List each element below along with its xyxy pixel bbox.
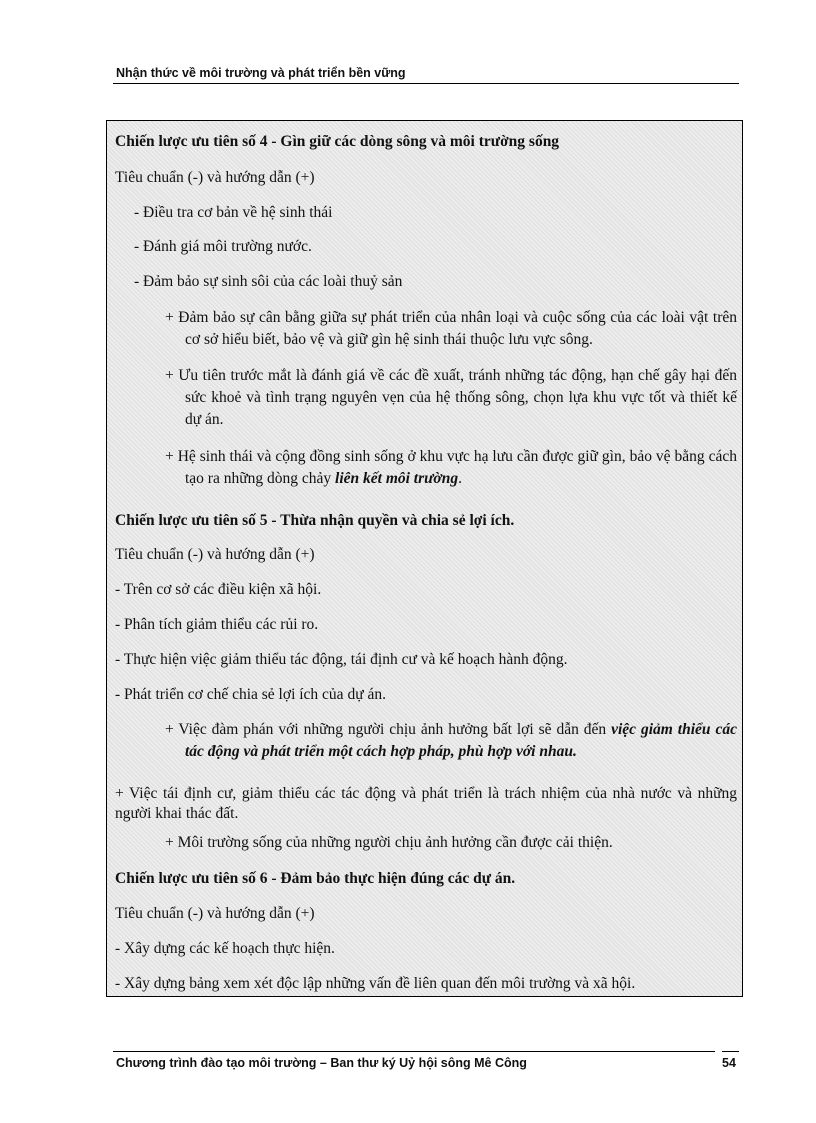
strategy-5-plus-3: + Môi trường sống của những người chịu ảnh hưởng cần được cải thiện. (165, 834, 613, 851)
footer-page-divider (722, 1051, 739, 1052)
strategy-5-item: - Phát triển cơ chế chia sẻ lợi ích của dự án. (115, 686, 386, 703)
strategy-4-plus-1: + Đảm bảo sự cân bằng giữa sự phát triển của nhân loại và cuộc sống của các loài vật trên cơ sở hiểu biết, bảo vệ và giữ gìn hệ sinh thái thuộc lưu vực sông. (165, 309, 737, 348)
strategy-box (106, 120, 743, 997)
strategy-4-item: - Đảm bảo sự sinh sôi của các loài thuỷ sản (134, 273, 403, 290)
strategy-5-heading: Chiến lược ưu tiên số 5 - Thừa nhận quyền và chia sẻ lợi ích. (115, 512, 515, 529)
strategy-4-item: - Đánh giá môi trường nước. (134, 238, 312, 255)
strategy-5-item: - Thực hiện việc giảm thiểu tác động, tái định cư và kế hoạch hành động. (115, 651, 568, 668)
page-number: 54 (722, 1056, 736, 1070)
strategy-4-plus-2: + Ưu tiên trước mắt là đánh giá về các đề xuất, tránh những tác động, hạn chế gây hại đến sức khoẻ và tình trạng nguyên vẹn của hệ thống sông, chọn lựa khu vực tốt và thiết kế dự án. (165, 367, 737, 428)
strategy-6-item: - Xây dựng bảng xem xét độc lập những vấn đề liên quan đến môi trường và xã hội. (115, 975, 636, 992)
strategy-5-plus-2: + Việc tái định cư, giảm thiểu các tác động và phát triển là trách nhiệm của nhà nước và những người khai thác đất. (115, 785, 737, 822)
strategy-5-plus-1: + Việc đàm phán với những người chịu ảnh hưởng bất lợi sẽ dẫn đến việc giảm thiểu các tác động và phát triển một cách hợp pháp, phù hợp với nhau. (165, 721, 737, 760)
strategy-6-heading: Chiến lược ưu tiên số 6 - Đảm bảo thực hiện đúng các dự án. (115, 870, 516, 887)
footer-divider (113, 1051, 715, 1052)
strategy-6-item: - Xây dựng các kế hoạch thực hiện. (115, 940, 335, 957)
strategy-4-criteria: Tiêu chuẩn (-) và hướng dẫn (+) (115, 169, 315, 186)
page-header-title: Nhận thức về môi trường và phát triển bền vững (116, 66, 406, 80)
strategy-5-item: - Trên cơ sở các điều kiện xã hội. (115, 581, 322, 598)
footer-text: Chương trình đào tạo môi trường – Ban thư ký Uỷ hội sông Mê Công (116, 1056, 527, 1070)
strategy-4-heading: Chiến lược ưu tiên số 4 - Gìn giữ các dòng sông và môi trường sống (115, 133, 560, 150)
strategy-5-criteria: Tiêu chuẩn (-) và hướng dẫn (+) (115, 546, 315, 563)
strategy-6-criteria: Tiêu chuẩn (-) và hướng dẫn (+) (115, 905, 315, 922)
strategy-4-plus-3: + Hệ sinh thái và cộng đồng sinh sống ở khu vực hạ lưu cần được giữ gìn, bảo vệ bằng cách tạo ra những dòng chảy liên kết môi trường. (165, 448, 737, 487)
strategy-4-item: - Điều tra cơ bản về hệ sinh thái (134, 204, 333, 221)
strategy-5-item: - Phân tích giảm thiểu các rủi ro. (115, 616, 319, 633)
header-divider (113, 83, 739, 84)
